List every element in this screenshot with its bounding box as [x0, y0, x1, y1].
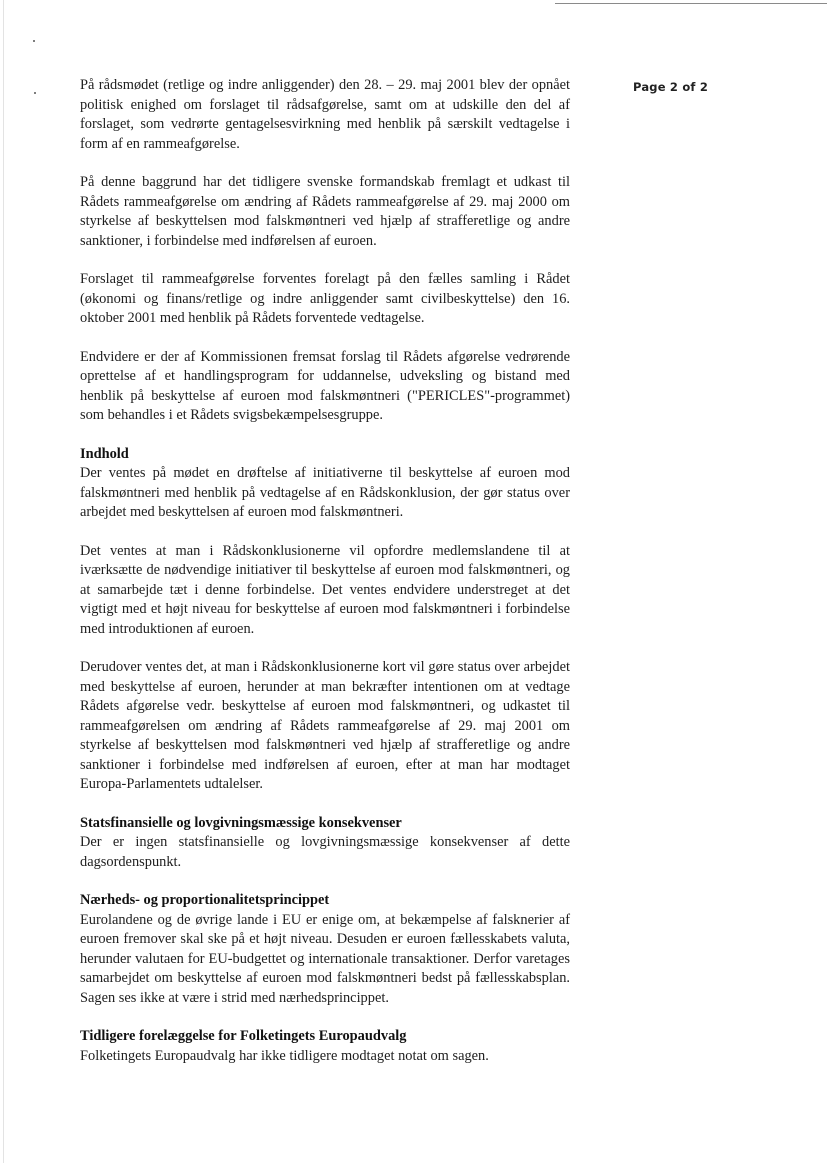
intro-paragraph: På rådsmødet (retlige og indre anliggender) den 28. – 29. maj 2001 blev der opnået politisk enighed om forslaget til rådsafgørelse, samt om at udskille den del af forslaget, som vedrørte gentagelsesvirkning med henblik på særskilt vedtagelse i form af en rammeafgørelse.	[80, 77, 570, 152]
page-number: Page 2 of 2	[633, 80, 709, 94]
section-paragraph: Eurolandene og de øvrige lande i EU er enige om, at bekæmpelse af falsknerier af euroen fremover skal ske på et højt niveau. Desuden er euroen fællesskabets valuta, herunder valutaen for EU-budgettet og internationale transaktioner. Derfor varetages samarbejdet om beskyttelse af euroen mod falskmøntneri bedst på fællesskabsplan. Sagen ses ikke at være i strid med nærhedsprincippet.	[80, 911, 570, 1006]
section-heading-konsekvenser: Statsfinansielle og lovgivningsmæssige konsekvenser	[80, 814, 402, 831]
top-scan-rule	[555, 3, 827, 4]
intro-paragraph: På denne baggrund har det tidligere svenske formandskab fremlagt et udkast til Rådets rammeafgørelse om ændring af Rådets rammeafgørelse af 29. maj 2000 om styrkelse af beskyttelsen mod falskmøntneri ved hjælp af strafferetlige og andre sanktioner, i forbindelse med indførelsen af euroen.	[80, 174, 570, 249]
left-scan-edge	[3, 0, 4, 1163]
section-paragraph: Der er ingen statsfinansielle og lovgivningsmæssige konsekvenser af dette dagsordenspunkt.	[80, 834, 570, 870]
section-paragraph: Folketingets Europaudvalg har ikke tidligere modtaget notat om sagen.	[80, 1047, 489, 1064]
intro-paragraph: Endvidere er der af Kommissionen fremsat forslag til Rådets afgørelse vedrørende oprettelse af et handlingsprogram for uddannelse, udveksling og bistand med henblik på beskyttelse af euroen mod falskmøntneri ("PERICLES"-programmet) som behandles i et Rådets svigsbekæmpelsesgruppe.	[80, 348, 570, 423]
section-paragraph: Der ventes på mødet en drøftelse af initiativerne til beskyttelse af euroen mod falskmøntneri med henblik på vedtagelse af en Rådskonklusion, der gør status over arbejdet med beskyttelsen af euroen mod falskmøntneri.	[80, 465, 570, 520]
section-heading-indhold: Indhold	[80, 445, 129, 462]
section-paragraph: Det ventes at man i Rådskonklusionerne vil opfordre medlemslandene til at iværksætte de nødvendige initiativer til beskyttelse af euroen mod falskmøntneri, og at samarbejde tæt i denne forbindelse. Det ventes endvidere understreget at det vigtigt med et højt niveau for beskyttelse af euroen mod falskmøntneri i forbindelse med introduktionen af euroen.	[80, 542, 570, 637]
scan-speck	[33, 40, 35, 42]
section-heading-naerhed: Nærheds- og proportionalitetsprincippet	[80, 892, 330, 908]
intro-paragraph: Forslaget til rammeafgørelse forventes forelagt på den fælles samling i Rådet (økonomi og finans/retlige og indre anliggender samt civilbeskyttelse) den 16. oktober 2001 med henblik på Rådets forventede vedtagelse.	[80, 271, 570, 326]
section-heading-forelaeggelse: Tidligere forelæggelse for Folketingets Europaudvalg	[80, 1028, 407, 1044]
document-body	[80, 76, 570, 1066]
section-paragraph: Derudover ventes det, at man i Rådskonklusionerne kort vil gøre status over arbejdet med beskyttelse af euroen, herunder at man bekræfter intentionen om at vedtage Rådets afgørelse vedr. beskyttelse af euroen mod falskmøntneri, og udkastet til rammeafgørelsen om ændring af Rådets rammeafgørelse af 29. maj 2001 om styrkelse af beskyttelsen mod falskmøntneri ved hjælp af strafferetlige og andre sanktioner i forbindelse med indførelsen af euroen, efter at man har modtaget Europa-Parlamentets udtalelser.	[80, 659, 570, 792]
scan-speck	[34, 92, 36, 94]
